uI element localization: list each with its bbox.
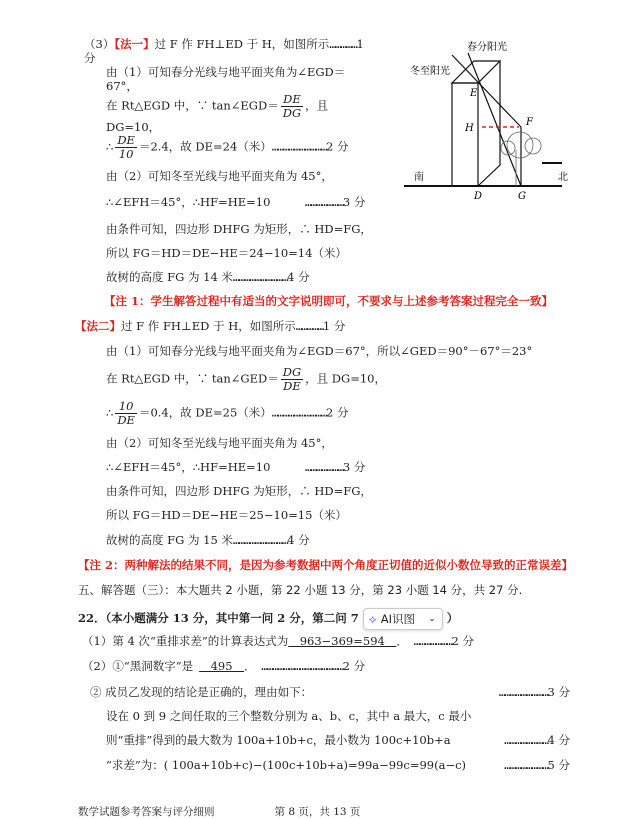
label-south: 南 (414, 172, 424, 183)
ai-label: AI识图 (380, 612, 415, 626)
section-heading: 五、解答题（三）：本大题共 2 小题，第 22 小题 13 分，第 23 小题 14 分，共 27 分. (78, 583, 523, 597)
method2-tag: 【法二】 (75, 319, 121, 333)
footer-title: 数学试题参考答案与评分细则 (78, 806, 215, 818)
dot-leader: ………………………… (271, 139, 327, 154)
m1-line8: 所以 FG＝HD＝DE−HE＝24−10=14（米） (106, 246, 347, 260)
m1-line1 (0, 37, 368, 65)
m2-line1 (0, 319, 600, 344)
label-winter: 冬至阳光 (410, 66, 450, 77)
point-g: G (518, 191, 526, 202)
page-number: 第 8 页，共 13 页 (274, 806, 361, 818)
label-north: 北 (558, 172, 568, 183)
dot-leader: …………… (295, 319, 323, 333)
text: （2）①“黑洞数字”是 (82, 659, 194, 673)
q22-heading (0, 608, 600, 634)
dot-leader: …………………… (504, 758, 548, 772)
chevron-down-icon[interactable]: ⌄ (428, 614, 436, 624)
part-number: （3） (84, 37, 115, 51)
m2-line7: 由条件可知，四边形 DHFG 为矩形，∴ HD=FG， (106, 484, 372, 498)
m2-line9: 故树的高度 FG 为 15 米…………………………4 分 (106, 533, 310, 547)
answer: 963−369=594 (288, 634, 397, 648)
dot-leader: …………… (329, 37, 357, 51)
fraction (115, 400, 137, 427)
m2-line4 (0, 400, 600, 436)
score: ………………………3 分 (498, 685, 570, 699)
q22-line: 设在 0 到 9 之间任取的三个整数分别为 a、b、c，其中 a 最大，c 最小 (106, 709, 472, 723)
point-d: D (474, 191, 483, 202)
m1-line7: 由条件可知，四边形 DHFG 为矩形，∴ HD=FG， (106, 222, 372, 236)
denominator: DE (117, 413, 135, 427)
point-e: E (470, 88, 478, 99)
q22-line (0, 758, 570, 778)
denominator: DE (283, 379, 301, 393)
q22-part2 (0, 659, 600, 685)
fraction (281, 93, 303, 120)
text: ∴ (106, 405, 114, 420)
point-h: H (465, 123, 474, 134)
text: 过 F 作 FH⊥ED 于 H，如图所示……………1 分 (121, 319, 346, 333)
point-f: F (526, 117, 533, 128)
text: ，且 DG=10， (305, 371, 386, 386)
dot-leader: ………………… (304, 195, 343, 209)
text: ． …………………2 分 (396, 634, 475, 648)
m1-line4 (0, 134, 368, 169)
score: ……………………4 分 (504, 733, 570, 747)
sparkle-scan-icon: ⟡ (368, 612, 377, 626)
dot-leader: ……………………………………… (261, 659, 343, 673)
m1-line9: 故树的高度 FG 为 14 米…………………………4 分 (106, 270, 310, 284)
m1-line5: 由（2）可知冬至光线与地平面夹角为 45°， (106, 169, 333, 183)
m2-line8: 所以 FG＝HD＝DE−HE＝25−10=15（米） (106, 508, 347, 522)
ai-recognize-button[interactable] (363, 608, 443, 630)
text: ② 成员乙发现的结论是正确的，理由如下： (90, 685, 313, 699)
text: 在 Rt△EGD 中，∵ tan∠EGD＝ (106, 98, 279, 113)
text: ） (446, 611, 459, 625)
document-body (0, 37, 600, 819)
numerator: DE (281, 93, 303, 107)
m2-line5: 由（2）可知冬至光线与地平面夹角为 45°， (106, 436, 333, 450)
text: 则“重排”得到的最大数为 100a+10b+c，最小数为 100c+10b+a (106, 733, 451, 747)
dot-leader: …………………… (504, 733, 548, 747)
text: ＝0.4，故 DE=25（米）…………………………2 分 (138, 405, 349, 420)
q22-part1 (0, 634, 600, 659)
m2-line2: 由（1）可知春分光线与地平面夹角为∠EGD＝67°，所以∠GED＝90°－67°＝23° (106, 344, 533, 358)
m1-line6: ∴∠EFH＝45°，∴HF=HE=10 …………………3 分 (106, 195, 366, 209)
dot-leader: ………………………… (232, 533, 288, 547)
score: ……………………5 分 (504, 758, 570, 772)
q22-part2b (0, 685, 570, 709)
answer: 495 (199, 659, 245, 673)
m1-line2: 由（1）可知春分光线与地平面夹角为∠EGD＝67°， (106, 65, 346, 93)
m2-line3 (0, 366, 600, 400)
method1-tag: 【法一】 (114, 37, 155, 51)
denominator: 10 (118, 147, 134, 161)
m1-line3 (0, 93, 368, 134)
fraction (281, 366, 303, 393)
label-spring: 春分阳光 (467, 42, 507, 53)
m2-line6: ∴∠EFH＝45°，∴HF=HE=10 …………………3 分 (106, 460, 366, 474)
text: （1）第 4 次“重排求差”的计算表达式为 (82, 634, 289, 648)
dot-leader: ………………………… (271, 405, 327, 420)
text: 过 F 作 FH⊥ED 于 H，如图所示……………1 分 (84, 37, 364, 65)
text: ＝2.4，故 DE=24（米）…………………………2 分 (138, 139, 349, 154)
text: ，且 DG=10， (106, 98, 329, 134)
text: ． ………………………………………2 分 (244, 659, 366, 673)
dot-leader: ……………………… (498, 685, 548, 699)
denominator: DG (282, 106, 302, 120)
note2: 【注 2：两种解法的结果不同，是因为参考数据中两个角度正切值的近似小数位导致的正常误差】 (78, 558, 574, 572)
numerator: 10 (115, 400, 137, 414)
footer (0, 804, 600, 819)
text: “求差”为：( 100a+10b+c)−(100c+10b+a)=99a−99c=99(a−c) (106, 758, 467, 772)
dot-leader: ………………………… (232, 270, 288, 284)
numerator: DE (117, 133, 135, 147)
dot-leader: ………………… (304, 460, 343, 474)
note1: 【注 1：学生解答过程中有适当的文字说明即可，不要求与上述参考答案过程完全一致】 (104, 294, 554, 308)
text: ∴ (106, 139, 114, 154)
text: 在 Rt△EGD 中，∵ tan∠GED＝ (106, 371, 279, 386)
dot-leader: ………………… (413, 634, 452, 648)
fraction (115, 134, 137, 161)
q22-line (0, 733, 570, 758)
text: 22．（本小题满分 13 分，其中第一问 2 分，第二问 7 (78, 611, 359, 625)
numerator: DG (282, 365, 302, 379)
